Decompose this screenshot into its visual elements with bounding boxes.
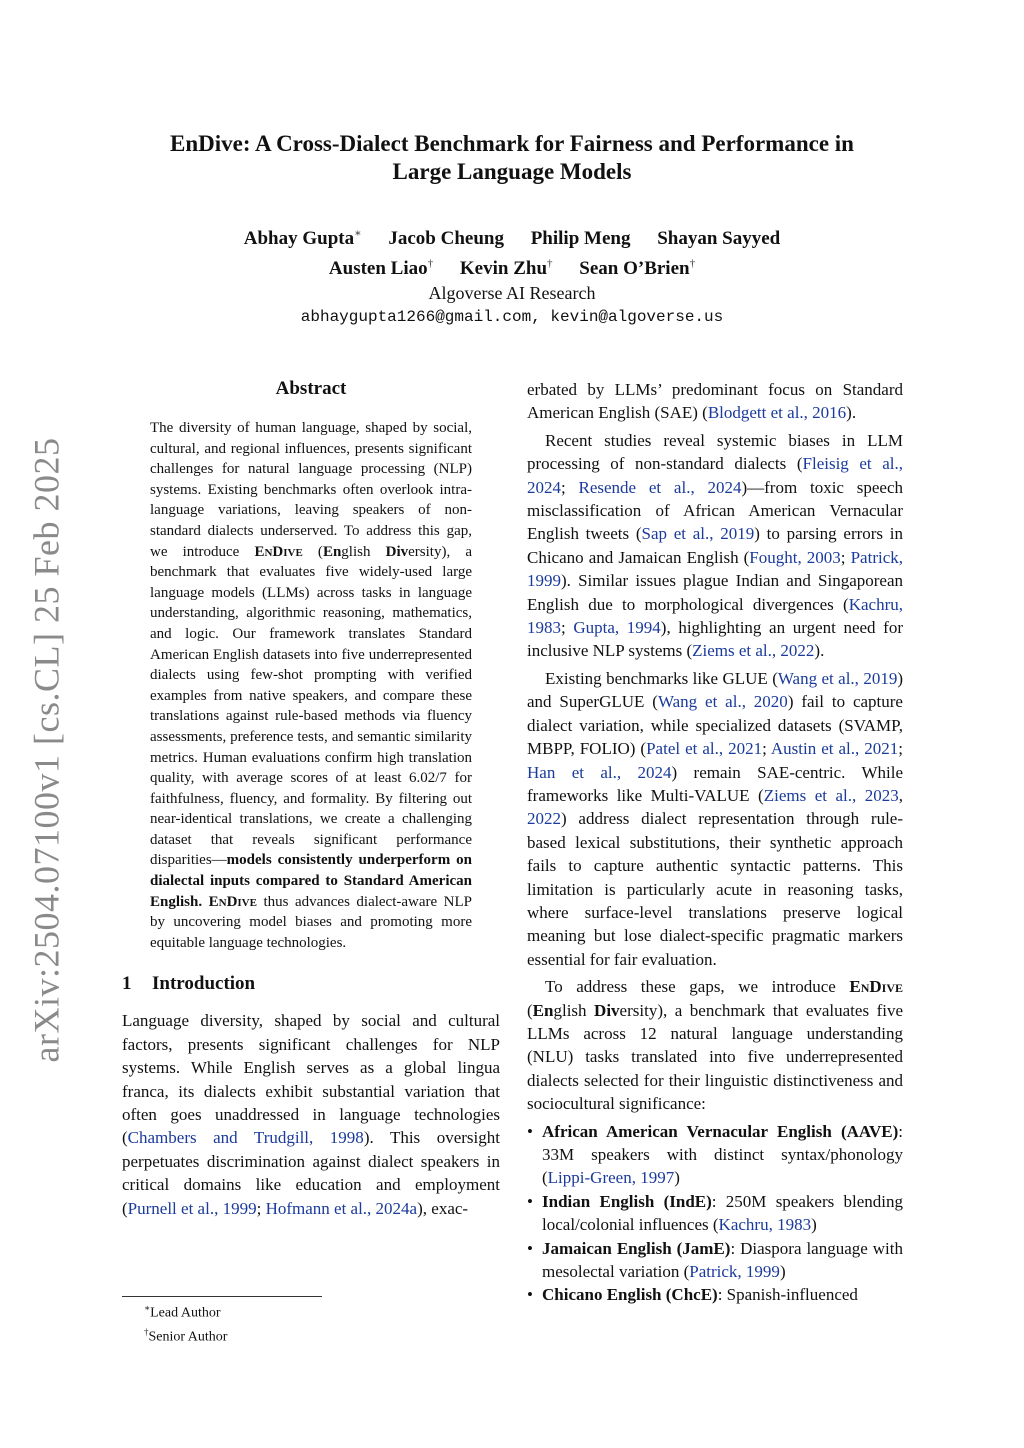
citation-link[interactable]: Han et al., 2024 bbox=[527, 762, 672, 782]
footnotes bbox=[122, 1296, 322, 1346]
author: Sean O’Brien† bbox=[579, 257, 696, 279]
footnote-lead-author: ∗Lead Author bbox=[144, 1303, 221, 1321]
citation-link[interactable]: Ziems et al., 2023 bbox=[763, 785, 899, 805]
citation-link[interactable]: 2022 bbox=[527, 809, 561, 829]
citation-link[interactable]: Ziems et al., 2022 bbox=[692, 641, 815, 661]
author-emails: abhaygupta1266@gmail.com, kevin@algoverse.us bbox=[300, 307, 724, 326]
footnote-senior-author: †Senior Author bbox=[144, 1326, 228, 1345]
list-item: • African American Vernacular English (AAVE): 33M speakers with distinct syntax/phonology (Lippi-Green, 1997) bbox=[527, 1120, 903, 1190]
affiliation: Algoverse AI Research bbox=[428, 282, 596, 303]
author: Philip Meng bbox=[530, 228, 631, 250]
citation-link[interactable]: Patrick, 1999 bbox=[527, 547, 903, 591]
citation-link[interactable]: Hofmann et al., 2024a bbox=[265, 1198, 418, 1218]
citation-link[interactable]: Blodgett et al., 2016 bbox=[707, 403, 847, 423]
paragraph: Existing benchmarks like GLUE (Wang et al., 2019) and SuperGLUE (Wang et al., 2020) fail to capture dialect variation, while specialized datasets (SVAMP, MBPP, FOLIO) (Patel et al., 2021; Austin et al., 2021; Han et al., 2024) remain SAE-centric. While frameworks like Multi-VALUE (Ziems et al., 2023, 2022) address dialect representation through rule-based lexical substitutions, their synthetic approach fails to capture authentic syntactic patterns. This limitation is particularly acute in reasoning tasks, where surface-level translations preserve logical meaning but lose dialect-specific pragmatic markers essential for fair evaluation. bbox=[527, 668, 904, 969]
author-row-1 bbox=[0, 222, 1024, 251]
author: Jacob Cheung bbox=[388, 228, 504, 250]
author-block bbox=[0, 222, 1024, 329]
author: Abhay Gupta∗ bbox=[243, 228, 362, 250]
citation-link[interactable]: Gupta, 1994 bbox=[573, 618, 661, 638]
intro-paragraph: Language diversity, shaped by social and cultural factors, presents significant challenges for NLP systems. While English serves as a global lingua franca, its dialects exhibit substantial variation that often goes unaddressed in language technologies (Chambers and Trudgill, 1998). This oversight perpetuates discrimination against dialect speakers in critical domains like education and employment (Purnell et al., 1999; Hofmann et al., 2024a), exac- bbox=[122, 1011, 500, 1218]
list-item: • Jamaican English (JamE): Diaspora language with mesolectal variation (Patrick, 1999) bbox=[527, 1237, 903, 1284]
title-line-1: EnDive: A Cross-Dialect Benchmark for Fairness and Performance in bbox=[170, 131, 854, 156]
citation-link[interactable]: Kachru, 1983 bbox=[718, 1215, 812, 1235]
citation-link[interactable]: Patrick, 1999 bbox=[689, 1262, 780, 1282]
right-column bbox=[527, 378, 903, 1307]
citation-link[interactable]: Resende et al., 2024 bbox=[578, 477, 742, 497]
paragraph: Recent studies reveal systemic biases in LLM processing of non-standard dialects (Fleisig et al., 2024; Resende et al., 2024)—from toxic speech misclassification of African American Vernacular English tweets (Sap et al., 2019) to parsing errors in Chicano and Jamaican English (Fought, 2003; Patrick, 1999). Similar issues plague Indian and Singaporean English due to morphological divergences (Kachru, 1983; Gupta, 1994), highlighting an urgent need for inclusive NLP systems (Ziems et al., 2022). bbox=[527, 430, 904, 661]
citation-link[interactable]: Sap et al., 2019 bbox=[641, 524, 755, 544]
abstract-heading: Abstract bbox=[275, 378, 347, 399]
abstract-text: The diversity of human language, shaped by social, cultural, and regional influences, presents significant challenges for natural language processing (NLP) systems. Existing benchmarks often overlook intra-language variations, leaving speakers of non-standard dialects underserved. To address this gap, we introduce EnDive (English Diversity), a benchmark that evaluates five widely-used large language models (LLMs) across tasks in language understanding, algorithmic reasoning, mathematics, and logic. Our framework translates Standard American English datasets into five underrepresented dialects using few-shot prompting with verified examples from native speakers, and compare these translations against rule-based methods via fluency assessments, preference tests, and semantic similarity metrics. Human evaluations confirm high translation quality, with average scores of at least 6.02/7 for faithfulness, fluency, and formality. By filtering out near-identical translations, we create a challenging dataset that reveals significant performance disparities—models consistently underperform on dialectal inputs compared to Standard American English. EnDive thus advances dialect-aware NLP by uncovering model biases and promoting more equitable language technologies. bbox=[150, 420, 473, 951]
dialect-list bbox=[527, 1120, 903, 1307]
citation-link[interactable]: Fought, 2003 bbox=[749, 547, 841, 567]
paper-title bbox=[0, 130, 1024, 186]
citation-link[interactable]: Fleisig et al., 2024 bbox=[527, 454, 903, 497]
citation-link[interactable]: Wang et al., 2019 bbox=[777, 668, 898, 688]
list-item: • Chicano English (ChcE): Spanish-influenced bbox=[527, 1283, 903, 1306]
author: Shayan Sayyed bbox=[657, 228, 781, 250]
list-item: • Indian English (IndE): 250M speakers blending local/colonial influences (Kachru, 1983) bbox=[527, 1190, 903, 1237]
paragraph: To address these gaps, we introduce EnDive (English Diversity), a benchmark that evaluates five LLMs across 12 natural language understanding (NLU) tasks translated into five underrepresented dialects selected for their linguistic distinctiveness and sociocultural significance: bbox=[527, 977, 903, 1114]
citation-link[interactable]: Lippi-Green, 1997 bbox=[547, 1168, 675, 1188]
citation-link[interactable]: Chambers and Trudgill, 1998 bbox=[127, 1128, 364, 1148]
citation-link[interactable]: Purnell et al., 1999 bbox=[127, 1198, 257, 1218]
arxiv-stamp-text: arXiv:2504.07100v1 [cs.CL] 25 Feb 2025 bbox=[26, 437, 66, 1063]
citation-link[interactable]: Wang et al., 2020 bbox=[657, 692, 788, 712]
author: Kevin Zhu† bbox=[459, 257, 553, 279]
author: Austen Liao† bbox=[328, 257, 434, 279]
author-row-2 bbox=[0, 251, 1024, 280]
citation-link[interactable]: Kachru, 1983 bbox=[527, 594, 903, 638]
title-line-2: Large Language Models bbox=[392, 159, 632, 184]
arxiv-stamp bbox=[6, 420, 86, 1080]
citation-link[interactable]: Austin et al., 2021 bbox=[770, 739, 899, 759]
left-column bbox=[122, 378, 500, 1220]
paragraph: erbated by LLMs’ predominant focus on Standard American English (SAE) (Blodgett et al., 2016). bbox=[527, 380, 903, 423]
citation-link[interactable]: Patel et al., 2021 bbox=[646, 739, 763, 759]
section-heading-introduction: 1 Introduction bbox=[122, 973, 256, 995]
